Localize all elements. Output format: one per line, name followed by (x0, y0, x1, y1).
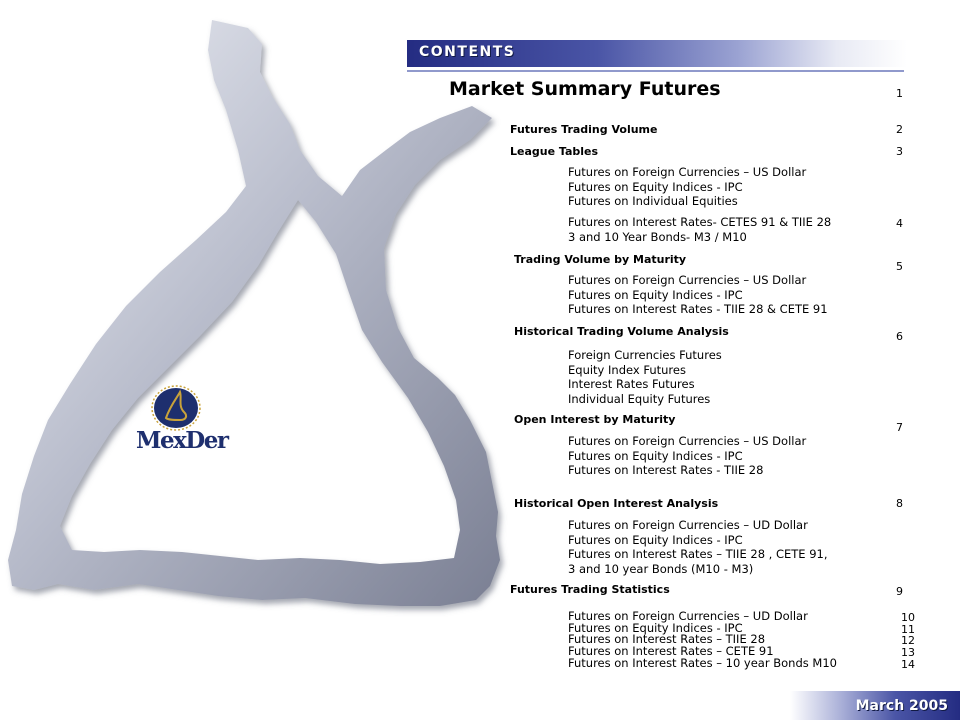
toc-subitem: Futures on Equity Indices - IPC (568, 179, 743, 194)
toc-subitem: Equity Index Futures (568, 362, 686, 377)
toc-heading-historical-trading-volume[interactable]: Historical Trading Volume Analysis (514, 325, 729, 338)
toc-subitem: Futures on Equity Indices - IPC (568, 287, 743, 302)
toc-page-number: 14 (901, 657, 915, 671)
toc-subitem: Futures on Equity Indices - IPC (568, 448, 743, 463)
toc-page-numbers-statistics (901, 612, 915, 671)
toc-subitem: Futures on Foreign Currencies – US Dollar (568, 434, 807, 448)
toc-heading-futures-trading-volume[interactable]: Futures Trading Volume (510, 123, 658, 136)
toc-subitem: Futures on Interest Rates- CETES 91 & TIIE 28 (568, 215, 832, 229)
title-page-number: 1 (896, 87, 903, 100)
toc-page-number: 2 (896, 123, 903, 136)
toc-subitems-trading-volume-by-maturity (568, 273, 828, 317)
toc-subitem: Futures on Interest Rates – TIIE 28 , CETE 91, (568, 547, 828, 561)
footer-date-banner (790, 691, 960, 720)
footer-date: March 2005 (855, 698, 948, 714)
toc-subitems-league-tables (568, 165, 806, 209)
toc-subitem: Futures on Foreign Currencies – US Dollar (568, 165, 807, 179)
toc-page-number: 12 (901, 634, 915, 648)
toc-subitem: Futures on Individual Equities (568, 194, 738, 208)
toc-page-number: 5 (896, 260, 903, 273)
toc-page-number: 8 (896, 497, 903, 510)
toc-subitem: Individual Equity Futures (568, 391, 711, 406)
toc-subitems-open-interest-by-maturity (568, 434, 806, 478)
toc-subitem: Futures on Interest Rates – TIIE 28 (568, 632, 766, 647)
torn-paper-shape (8, 20, 500, 606)
toc-page-number: 3 (896, 145, 903, 158)
toc-heading-historical-open-interest[interactable]: Historical Open Interest Analysis (514, 497, 719, 510)
toc-subitem: Futures on Interest Rates - TIIE 28 & CETE 91 (568, 302, 828, 316)
toc-subitem: Futures on Foreign Currencies – UD Dollar (568, 518, 808, 532)
toc-subitem: Futures on Foreign Currencies – UD Dollar (568, 609, 808, 623)
page-title: Market Summary Futures (449, 78, 721, 100)
toc-page-number: 11 (901, 622, 915, 636)
toc-heading-trading-volume-by-maturity[interactable]: Trading Volume by Maturity (514, 253, 687, 266)
toc-subitem: 3 and 10 Year Bonds- M3 / M10 (568, 229, 747, 244)
mexder-logo-text: MexDer (136, 427, 228, 454)
toc-subitem: Futures on Interest Rates - TIIE 28 (568, 463, 764, 477)
toc-subitem: Foreign Currencies Futures (568, 348, 722, 362)
toc-page-number: 6 (896, 330, 903, 343)
toc-heading-league-tables[interactable]: League Tables (510, 145, 599, 158)
toc-subitem: Futures on Interest Rates – 10 year Bonds M10 (568, 655, 837, 670)
divider-line (407, 70, 904, 72)
toc-subitem: 3 and 10 year Bonds (M10 - M3) (568, 561, 754, 576)
toc-subitems-futures-trading-statistics (568, 611, 837, 670)
toc-subitem: Futures on Foreign Currencies – US Dollar (568, 273, 807, 287)
toc-subitem: Futures on Equity Indices - IPC (568, 620, 743, 635)
toc-heading-open-interest-by-maturity[interactable]: Open Interest by Maturity (514, 413, 676, 426)
toc-subitem: Futures on Equity Indices - IPC (568, 532, 743, 547)
toc-subitems-historical-open-interest (568, 518, 828, 576)
toc-page-number: 13 (901, 646, 915, 660)
toc-page-number: 9 (896, 585, 903, 598)
toc-page-number: 10 (901, 611, 915, 624)
toc-subitems-historical-trading-volume (568, 348, 722, 406)
toc-subitems-interest-rates (568, 215, 831, 244)
toc-page-number: 4 (896, 217, 903, 230)
toc-heading-futures-trading-statistics[interactable]: Futures Trading Statistics (510, 583, 670, 596)
contents-banner (407, 40, 907, 67)
toc-subitem: Interest Rates Futures (568, 377, 695, 391)
contents-label: CONTENTS (419, 44, 516, 60)
toc-subitem: Futures on Interest Rates – CETE 91 (568, 644, 774, 659)
toc-page-number: 7 (896, 421, 903, 434)
